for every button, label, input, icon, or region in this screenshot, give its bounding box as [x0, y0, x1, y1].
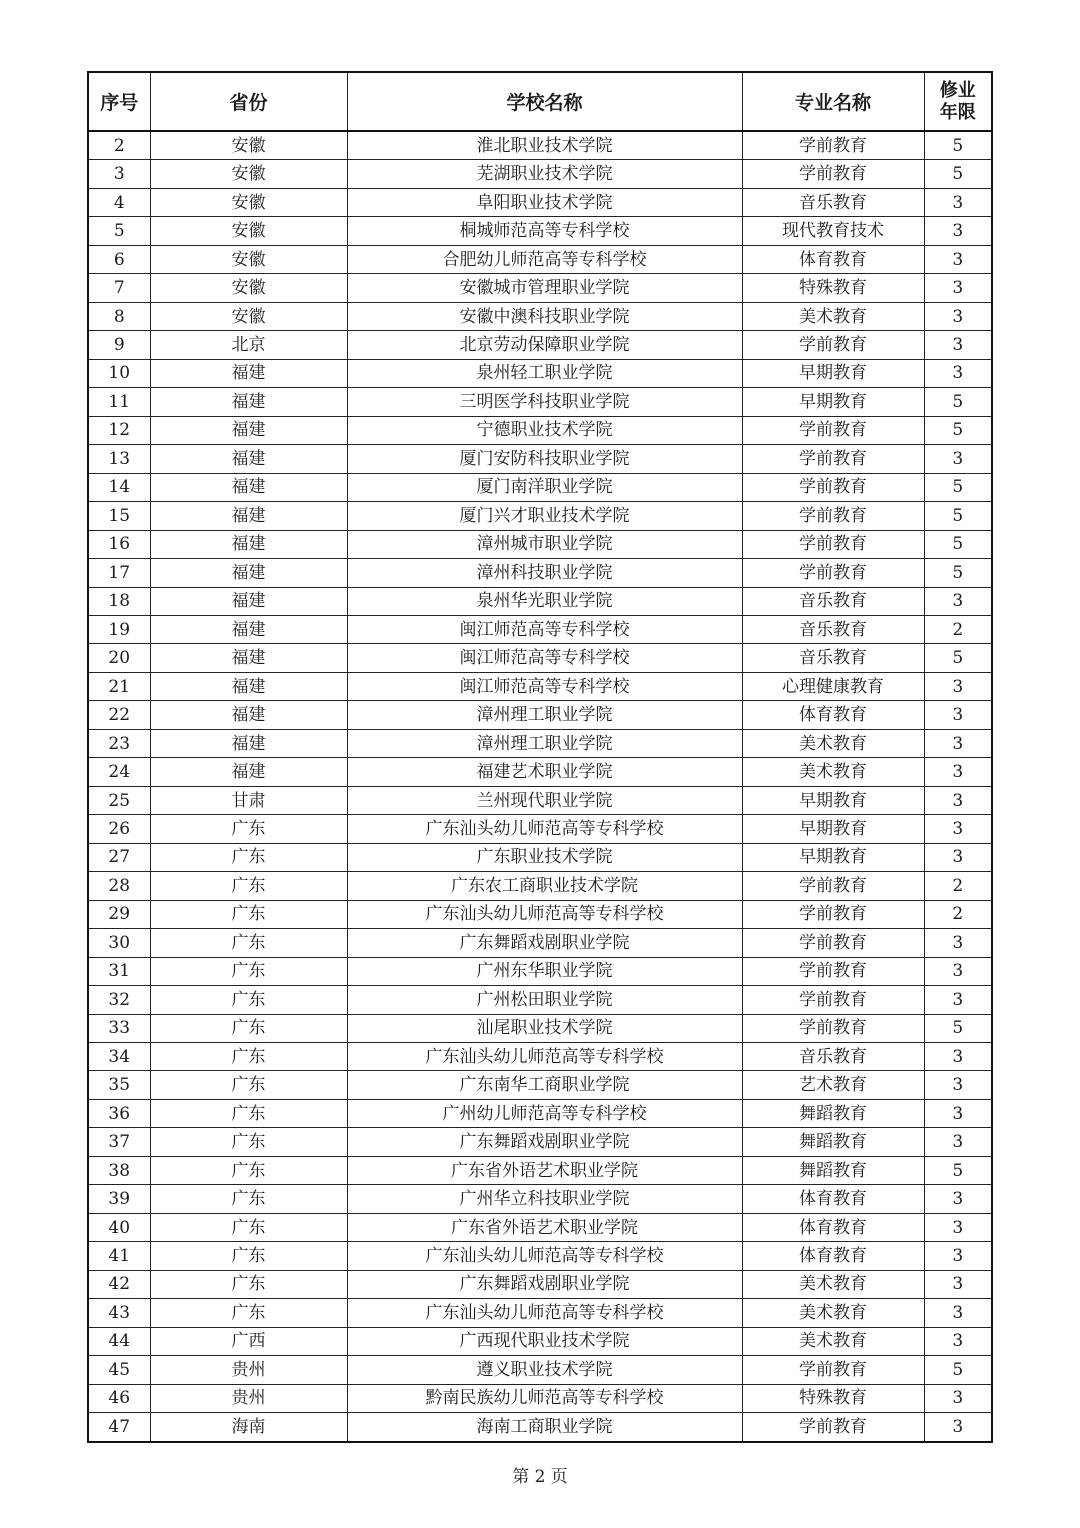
cell-school: 闽江师范高等专科学校 [347, 615, 742, 643]
cell-major: 音乐教育 [742, 587, 924, 615]
cell-index: 25 [88, 786, 150, 814]
cell-province: 广东 [150, 1213, 347, 1241]
cell-province: 广东 [150, 1242, 347, 1270]
cell-school: 厦门南洋职业学院 [347, 473, 742, 501]
cell-years: 3 [924, 815, 992, 843]
cell-major: 学前教育 [742, 986, 924, 1014]
header-province: 省份 [150, 72, 347, 131]
cell-school: 闽江师范高等专科学校 [347, 672, 742, 700]
cell-province: 北京 [150, 331, 347, 359]
cell-index: 10 [88, 359, 150, 387]
cell-province: 安徽 [150, 274, 347, 302]
cell-school: 桐城师范高等专科学校 [347, 217, 742, 245]
table-row [88, 986, 992, 1014]
cell-index: 5 [88, 217, 150, 245]
cell-major: 音乐教育 [742, 188, 924, 216]
cell-province: 安徽 [150, 245, 347, 273]
cell-index: 9 [88, 331, 150, 359]
cell-province: 福建 [150, 644, 347, 672]
cell-major: 体育教育 [742, 1213, 924, 1241]
cell-province: 海南 [150, 1413, 347, 1442]
table-row [88, 1156, 992, 1184]
table-row [88, 1327, 992, 1355]
cell-school: 广东农工商职业技术学院 [347, 872, 742, 900]
cell-school: 安徽中澳科技职业学院 [347, 302, 742, 330]
cell-index: 3 [88, 160, 150, 188]
cell-major: 早期教育 [742, 388, 924, 416]
cell-school: 北京劳动保障职业学院 [347, 331, 742, 359]
cell-school: 安徽城市管理职业学院 [347, 274, 742, 302]
cell-major: 体育教育 [742, 701, 924, 729]
cell-index: 2 [88, 131, 150, 160]
table-row [88, 445, 992, 473]
table-row [88, 900, 992, 928]
cell-major: 学前教育 [742, 1014, 924, 1042]
cell-province: 福建 [150, 701, 347, 729]
cell-index: 28 [88, 872, 150, 900]
cell-years: 3 [924, 1071, 992, 1099]
cell-years: 5 [924, 1014, 992, 1042]
cell-years: 3 [924, 1413, 992, 1442]
cell-index: 33 [88, 1014, 150, 1042]
cell-province: 福建 [150, 758, 347, 786]
table-row [88, 1384, 992, 1412]
cell-school: 芜湖职业技术学院 [347, 160, 742, 188]
cell-years: 3 [924, 359, 992, 387]
cell-index: 19 [88, 615, 150, 643]
cell-years: 5 [924, 1356, 992, 1384]
cell-index: 40 [88, 1213, 150, 1241]
page-number: 第 2 页 [512, 1467, 568, 1487]
cell-school: 汕尾职业技术学院 [347, 1014, 742, 1042]
cell-major: 心理健康教育 [742, 672, 924, 700]
cell-province: 贵州 [150, 1384, 347, 1412]
cell-index: 18 [88, 587, 150, 615]
cell-school: 泉州华光职业学院 [347, 587, 742, 615]
cell-province: 福建 [150, 473, 347, 501]
table-row [88, 473, 992, 501]
cell-school: 漳州理工职业学院 [347, 729, 742, 757]
table-header [88, 72, 992, 131]
cell-major: 学前教育 [742, 530, 924, 558]
cell-years: 5 [924, 1156, 992, 1184]
cell-years: 3 [924, 302, 992, 330]
table-row [88, 1128, 992, 1156]
cell-index: 27 [88, 843, 150, 871]
table-row [88, 388, 992, 416]
cell-major: 美术教育 [742, 1327, 924, 1355]
cell-years: 3 [924, 1299, 992, 1327]
table-row [88, 1071, 992, 1099]
table-row [88, 1270, 992, 1298]
table-row [88, 359, 992, 387]
cell-school: 三明医学科技职业学院 [347, 388, 742, 416]
cell-major: 学前教育 [742, 160, 924, 188]
cell-school: 黔南民族幼儿师范高等专科学校 [347, 1384, 742, 1412]
cell-years: 5 [924, 160, 992, 188]
cell-province: 安徽 [150, 302, 347, 330]
cell-years: 3 [924, 331, 992, 359]
cell-index: 30 [88, 929, 150, 957]
cell-index: 29 [88, 900, 150, 928]
table-row [88, 1242, 992, 1270]
cell-school: 兰州现代职业学院 [347, 786, 742, 814]
table-row [88, 786, 992, 814]
cell-major: 舞蹈教育 [742, 1156, 924, 1184]
cell-index: 45 [88, 1356, 150, 1384]
table-row [88, 843, 992, 871]
cell-major: 学前教育 [742, 445, 924, 473]
cell-school: 宁德职业技术学院 [347, 416, 742, 444]
cell-index: 41 [88, 1242, 150, 1270]
table-row [88, 587, 992, 615]
table-row [88, 530, 992, 558]
table-row [88, 758, 992, 786]
cell-major: 早期教育 [742, 815, 924, 843]
cell-index: 17 [88, 559, 150, 587]
cell-years: 5 [924, 473, 992, 501]
cell-school: 广东南华工商职业学院 [347, 1071, 742, 1099]
data-table [87, 71, 993, 1443]
cell-province: 安徽 [150, 188, 347, 216]
cell-province: 贵州 [150, 1356, 347, 1384]
cell-major: 学前教育 [742, 502, 924, 530]
cell-province: 广东 [150, 1270, 347, 1298]
cell-years: 3 [924, 957, 992, 985]
table-row [88, 729, 992, 757]
cell-province: 安徽 [150, 131, 347, 160]
cell-years: 3 [924, 274, 992, 302]
cell-years: 3 [924, 245, 992, 273]
table-row [88, 559, 992, 587]
cell-index: 39 [88, 1185, 150, 1213]
header-years-line1: 修业 [939, 79, 976, 101]
cell-major: 学前教育 [742, 331, 924, 359]
cell-major: 特殊教育 [742, 274, 924, 302]
cell-index: 46 [88, 1384, 150, 1412]
table-row [88, 815, 992, 843]
cell-years: 3 [924, 786, 992, 814]
cell-school: 广东汕头幼儿师范高等专科学校 [347, 1242, 742, 1270]
cell-index: 15 [88, 502, 150, 530]
cell-school: 广东舞蹈戏剧职业学院 [347, 1128, 742, 1156]
cell-index: 6 [88, 245, 150, 273]
cell-province: 广东 [150, 1128, 347, 1156]
cell-major: 学前教育 [742, 929, 924, 957]
cell-index: 24 [88, 758, 150, 786]
cell-years: 3 [924, 445, 992, 473]
cell-school: 广州华立科技职业学院 [347, 1185, 742, 1213]
cell-index: 37 [88, 1128, 150, 1156]
cell-major: 学前教育 [742, 957, 924, 985]
cell-school: 广州幼儿师范高等专科学校 [347, 1099, 742, 1127]
header-years [924, 72, 992, 131]
cell-province: 福建 [150, 615, 347, 643]
cell-province: 广东 [150, 1156, 347, 1184]
cell-province: 福建 [150, 559, 347, 587]
cell-index: 16 [88, 530, 150, 558]
table-row [88, 502, 992, 530]
cell-province: 福建 [150, 388, 347, 416]
cell-years: 3 [924, 758, 992, 786]
table-row [88, 416, 992, 444]
cell-province: 广东 [150, 1099, 347, 1127]
cell-years: 3 [924, 217, 992, 245]
table-row [88, 615, 992, 643]
cell-index: 32 [88, 986, 150, 1014]
cell-index: 31 [88, 957, 150, 985]
cell-major: 早期教育 [742, 843, 924, 871]
cell-index: 35 [88, 1071, 150, 1099]
cell-province: 福建 [150, 530, 347, 558]
cell-index: 43 [88, 1299, 150, 1327]
cell-province: 广西 [150, 1327, 347, 1355]
cell-years: 2 [924, 872, 992, 900]
cell-index: 4 [88, 188, 150, 216]
table-row [88, 1014, 992, 1042]
cell-province: 广东 [150, 957, 347, 985]
cell-major: 音乐教育 [742, 615, 924, 643]
cell-province: 福建 [150, 729, 347, 757]
cell-major: 学前教育 [742, 900, 924, 928]
cell-years: 5 [924, 131, 992, 160]
table-row [88, 1213, 992, 1241]
cell-major: 美术教育 [742, 729, 924, 757]
cell-school: 泉州轻工职业学院 [347, 359, 742, 387]
cell-school: 闽江师范高等专科学校 [347, 644, 742, 672]
table-row [88, 1185, 992, 1213]
table-row [88, 131, 992, 160]
cell-school: 广州东华职业学院 [347, 957, 742, 985]
cell-index: 23 [88, 729, 150, 757]
cell-index: 38 [88, 1156, 150, 1184]
cell-index: 26 [88, 815, 150, 843]
table-row [88, 160, 992, 188]
cell-major: 体育教育 [742, 1185, 924, 1213]
cell-index: 11 [88, 388, 150, 416]
cell-major: 舞蹈教育 [742, 1099, 924, 1127]
cell-province: 福建 [150, 502, 347, 530]
cell-years: 5 [924, 388, 992, 416]
cell-school: 漳州理工职业学院 [347, 701, 742, 729]
cell-province: 广东 [150, 1071, 347, 1099]
cell-province: 广东 [150, 1043, 347, 1071]
table-row [88, 872, 992, 900]
cell-province: 福建 [150, 416, 347, 444]
cell-major: 现代教育技术 [742, 217, 924, 245]
table-body [88, 131, 992, 1442]
cell-major: 学前教育 [742, 416, 924, 444]
cell-school: 广东职业技术学院 [347, 843, 742, 871]
cell-major: 学前教育 [742, 1413, 924, 1442]
cell-school: 广州松田职业学院 [347, 986, 742, 1014]
cell-major: 美术教育 [742, 758, 924, 786]
cell-years: 3 [924, 1128, 992, 1156]
cell-school: 漳州科技职业学院 [347, 559, 742, 587]
cell-major: 音乐教育 [742, 644, 924, 672]
table-row [88, 957, 992, 985]
cell-years: 5 [924, 559, 992, 587]
cell-years: 3 [924, 1043, 992, 1071]
cell-province: 福建 [150, 587, 347, 615]
cell-index: 44 [88, 1327, 150, 1355]
cell-major: 学前教育 [742, 559, 924, 587]
cell-major: 舞蹈教育 [742, 1128, 924, 1156]
cell-province: 安徽 [150, 160, 347, 188]
cell-years: 2 [924, 615, 992, 643]
table-row [88, 672, 992, 700]
cell-province: 广东 [150, 1299, 347, 1327]
cell-province: 广东 [150, 900, 347, 928]
cell-years: 3 [924, 1327, 992, 1355]
cell-years: 3 [924, 701, 992, 729]
cell-years: 3 [924, 1384, 992, 1412]
cell-province: 安徽 [150, 217, 347, 245]
cell-school: 广东汕头幼儿师范高等专科学校 [347, 1043, 742, 1071]
cell-province: 广东 [150, 843, 347, 871]
cell-major: 学前教育 [742, 131, 924, 160]
cell-index: 36 [88, 1099, 150, 1127]
header-row [88, 72, 992, 131]
cell-major: 体育教育 [742, 1242, 924, 1270]
cell-index: 13 [88, 445, 150, 473]
header-years-line2: 年限 [939, 101, 976, 123]
cell-school: 阜阳职业技术学院 [347, 188, 742, 216]
cell-school: 广东省外语艺术职业学院 [347, 1213, 742, 1241]
cell-school: 海南工商职业学院 [347, 1413, 742, 1442]
cell-years: 3 [924, 729, 992, 757]
cell-major: 美术教育 [742, 1299, 924, 1327]
cell-major: 早期教育 [742, 359, 924, 387]
cell-province: 广东 [150, 815, 347, 843]
cell-school: 广东汕头幼儿师范高等专科学校 [347, 815, 742, 843]
cell-index: 12 [88, 416, 150, 444]
cell-major: 美术教育 [742, 302, 924, 330]
cell-years: 3 [924, 1213, 992, 1241]
table-row [88, 701, 992, 729]
cell-years: 5 [924, 416, 992, 444]
table-row [88, 1356, 992, 1384]
cell-province: 福建 [150, 359, 347, 387]
cell-years: 3 [924, 843, 992, 871]
cell-index: 14 [88, 473, 150, 501]
cell-years: 3 [924, 986, 992, 1014]
table-row [88, 929, 992, 957]
cell-major: 体育教育 [742, 245, 924, 273]
cell-province: 广东 [150, 986, 347, 1014]
cell-major: 音乐教育 [742, 1043, 924, 1071]
cell-school: 厦门安防科技职业学院 [347, 445, 742, 473]
cell-index: 20 [88, 644, 150, 672]
cell-years: 3 [924, 188, 992, 216]
cell-major: 学前教育 [742, 473, 924, 501]
cell-years: 5 [924, 502, 992, 530]
cell-index: 22 [88, 701, 150, 729]
cell-province: 广东 [150, 929, 347, 957]
cell-school: 广东舞蹈戏剧职业学院 [347, 1270, 742, 1298]
cell-school: 合肥幼儿师范高等专科学校 [347, 245, 742, 273]
table-row [88, 1099, 992, 1127]
cell-years: 5 [924, 644, 992, 672]
cell-years: 3 [924, 672, 992, 700]
table-row [88, 644, 992, 672]
table-row [88, 302, 992, 330]
cell-years: 3 [924, 929, 992, 957]
table-row [88, 245, 992, 273]
cell-province: 广东 [150, 872, 347, 900]
cell-major: 艺术教育 [742, 1071, 924, 1099]
cell-school: 广东省外语艺术职业学院 [347, 1156, 742, 1184]
cell-major: 学前教育 [742, 872, 924, 900]
cell-years: 3 [924, 1242, 992, 1270]
cell-years: 3 [924, 1185, 992, 1213]
table-row [88, 1043, 992, 1071]
cell-school: 厦门兴才职业技术学院 [347, 502, 742, 530]
cell-school: 福建艺术职业学院 [347, 758, 742, 786]
cell-school: 漳州城市职业学院 [347, 530, 742, 558]
cell-years: 3 [924, 587, 992, 615]
table-row [88, 217, 992, 245]
cell-years: 3 [924, 1270, 992, 1298]
header-school: 学校名称 [347, 72, 742, 131]
cell-years: 3 [924, 1099, 992, 1127]
table-row [88, 274, 992, 302]
cell-index: 8 [88, 302, 150, 330]
table-row [88, 331, 992, 359]
cell-index: 42 [88, 1270, 150, 1298]
table-row [88, 1413, 992, 1442]
header-index: 序号 [88, 72, 150, 131]
header-major: 专业名称 [742, 72, 924, 131]
table-row [88, 188, 992, 216]
cell-years: 5 [924, 530, 992, 558]
cell-province: 福建 [150, 672, 347, 700]
cell-years: 2 [924, 900, 992, 928]
cell-index: 34 [88, 1043, 150, 1071]
cell-province: 甘肃 [150, 786, 347, 814]
cell-province: 广东 [150, 1185, 347, 1213]
cell-index: 7 [88, 274, 150, 302]
cell-school: 遵义职业技术学院 [347, 1356, 742, 1384]
cell-index: 47 [88, 1413, 150, 1442]
cell-province: 广东 [150, 1014, 347, 1042]
cell-major: 特殊教育 [742, 1384, 924, 1412]
cell-school: 广东汕头幼儿师范高等专科学校 [347, 1299, 742, 1327]
cell-school: 广东汕头幼儿师范高等专科学校 [347, 900, 742, 928]
cell-index: 21 [88, 672, 150, 700]
cell-school: 淮北职业技术学院 [347, 131, 742, 160]
cell-school: 广西现代职业技术学院 [347, 1327, 742, 1355]
table-row [88, 1299, 992, 1327]
cell-school: 广东舞蹈戏剧职业学院 [347, 929, 742, 957]
cell-major: 早期教育 [742, 786, 924, 814]
cell-province: 福建 [150, 445, 347, 473]
cell-major: 美术教育 [742, 1270, 924, 1298]
cell-major: 学前教育 [742, 1356, 924, 1384]
